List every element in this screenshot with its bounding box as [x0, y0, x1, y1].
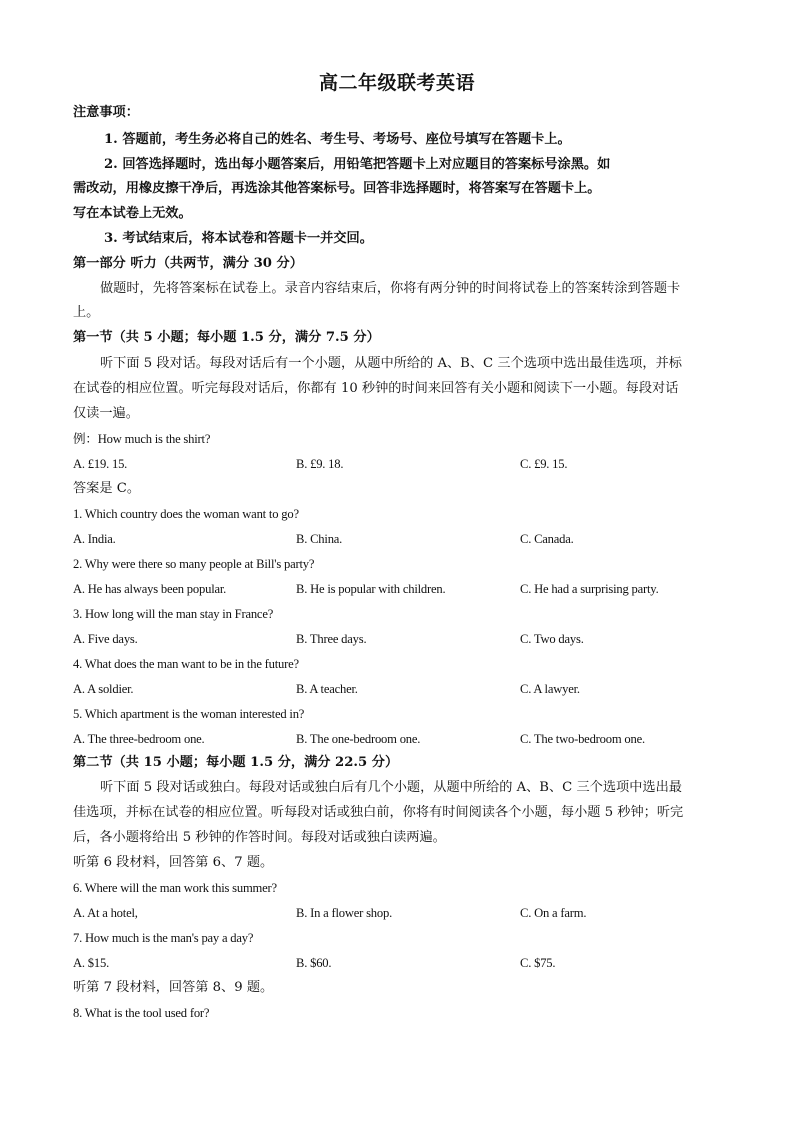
material-7-heading: 听第 7 段材料，回答第 8、9 题。	[73, 980, 274, 995]
question-2: 2. Why were there so many people at Bill's party?	[73, 557, 315, 571]
question-3-option-b: B. Three days.	[296, 632, 367, 646]
question-6-option-a: A. At a hotel,	[73, 906, 138, 920]
question-3-option-c: C. Two days.	[520, 632, 584, 646]
question-7-option-c: C. $75.	[520, 956, 556, 970]
question-6-option-c: C. On a farm.	[520, 906, 587, 920]
notice-heading: 注意事项：	[73, 105, 139, 120]
question-1: 1. Which country does the woman want to go?	[73, 507, 299, 521]
section1-instruction-line-3: 仅读一遍。	[73, 406, 139, 421]
part1-heading: 第一部分 听力（共两节，满分 30 分）	[73, 256, 303, 271]
notice-item-1: 1. 答题前，考生务必将自己的姓名、考生号、考场号、座位号填写在答题卡上。	[104, 132, 571, 147]
example-option-a: A. £19. 15.	[73, 457, 128, 471]
material-6-heading: 听第 6 段材料，回答第 6、7 题。	[73, 855, 274, 870]
section2-instruction-line-3: 后，各小题将给出 5 秒钟的作答时间。每段对话或独白读两遍。	[73, 830, 446, 845]
page-title: 高二年级联考英语	[318, 72, 475, 94]
notice-item-2-line-3: 写在本试卷上无效。	[73, 206, 192, 221]
question-5-option-a: A. The three-bedroom one.	[73, 732, 205, 746]
question-4-option-b: B. A teacher.	[296, 682, 358, 696]
section1-heading: 第一节（共 5 小题；每小题 1.5 分，满分 7.5 分）	[73, 330, 380, 345]
question-1-option-c: C. Canada.	[520, 532, 574, 546]
example-option-c: C. £9. 15.	[520, 457, 568, 471]
question-3: 3. How long will the man stay in France?	[73, 607, 274, 621]
question-1-option-a: A. India.	[73, 532, 116, 546]
example-question: 例：How much is the shirt?	[73, 432, 211, 446]
part1-instruction-line-2: 上。	[73, 305, 100, 320]
notice-item-2-line-1: 2. 回答选择题时，选出每小题答案后，用铅笔把答题卡上对应题目的答案标号涂黑。如	[104, 157, 611, 172]
section2-instruction-line-2: 佳选项，并标在试卷的相应位置。听每段对话或独白前，你将有时间阅读各个小题，每小题 5 秒钟；听完	[73, 805, 684, 820]
question-2-option-c: C. He had a surprising party.	[520, 582, 659, 596]
example-answer: 答案是 C。	[73, 481, 141, 496]
question-2-option-a: A. He has always been popular.	[73, 582, 227, 596]
question-7-option-a: A. $15.	[73, 956, 110, 970]
question-7: 7. How much is the man's pay a day?	[73, 931, 254, 945]
example-option-b: B. £9. 18.	[296, 457, 344, 471]
part1-instruction-line-1: 做题时，先将答案标在试卷上。录音内容结束后，你将有两分钟的时间将试卷上的答案转涂到答题卡	[100, 281, 681, 296]
section1-instruction-line-1: 听下面 5 段对话。每段对话后有一个小题，从题中所给的 A、B、C 三个选项中选出最佳选项，并标	[100, 356, 682, 371]
question-6: 6. Where will the man work this summer?	[73, 881, 277, 895]
question-1-option-b: B. China.	[296, 532, 343, 546]
section1-instruction-line-2: 在试卷的相应位置。听完每段对话后，你都有 10 秒钟的时间来回答有关小题和阅读下一小题。每段对话	[73, 381, 679, 396]
question-4-option-a: A. A soldier.	[73, 682, 134, 696]
question-5: 5. Which apartment is the woman interested in?	[73, 707, 305, 721]
section2-heading: 第二节（共 15 小题；每小题 1.5 分，满分 22.5 分）	[73, 755, 399, 770]
question-6-option-b: B. In a flower shop.	[296, 906, 393, 920]
question-7-option-b: B. $60.	[296, 956, 332, 970]
section2-instruction-line-1: 听下面 5 段对话或独白。每段对话或独白后有几个小题，从题中所给的 A、B、C 三个选项中选出最	[100, 780, 682, 795]
question-4-option-c: C. A lawyer.	[520, 682, 580, 696]
notice-item-2-line-2: 需改动，用橡皮擦干净后，再选涂其他答案标号。回答非选择题时，将答案写在答题卡上。	[73, 181, 601, 196]
question-5-option-b: B. The one-bedroom one.	[296, 732, 421, 746]
question-2-option-b: B. He is popular with children.	[296, 582, 446, 596]
question-4: 4. What does the man want to be in the future?	[73, 657, 299, 671]
question-5-option-c: C. The two-bedroom one.	[520, 732, 645, 746]
question-3-option-a: A. Five days.	[73, 632, 138, 646]
notice-item-3: 3. 考试结束后，将本试卷和答题卡一并交回。	[104, 231, 373, 246]
question-8: 8. What is the tool used for?	[73, 1006, 210, 1020]
